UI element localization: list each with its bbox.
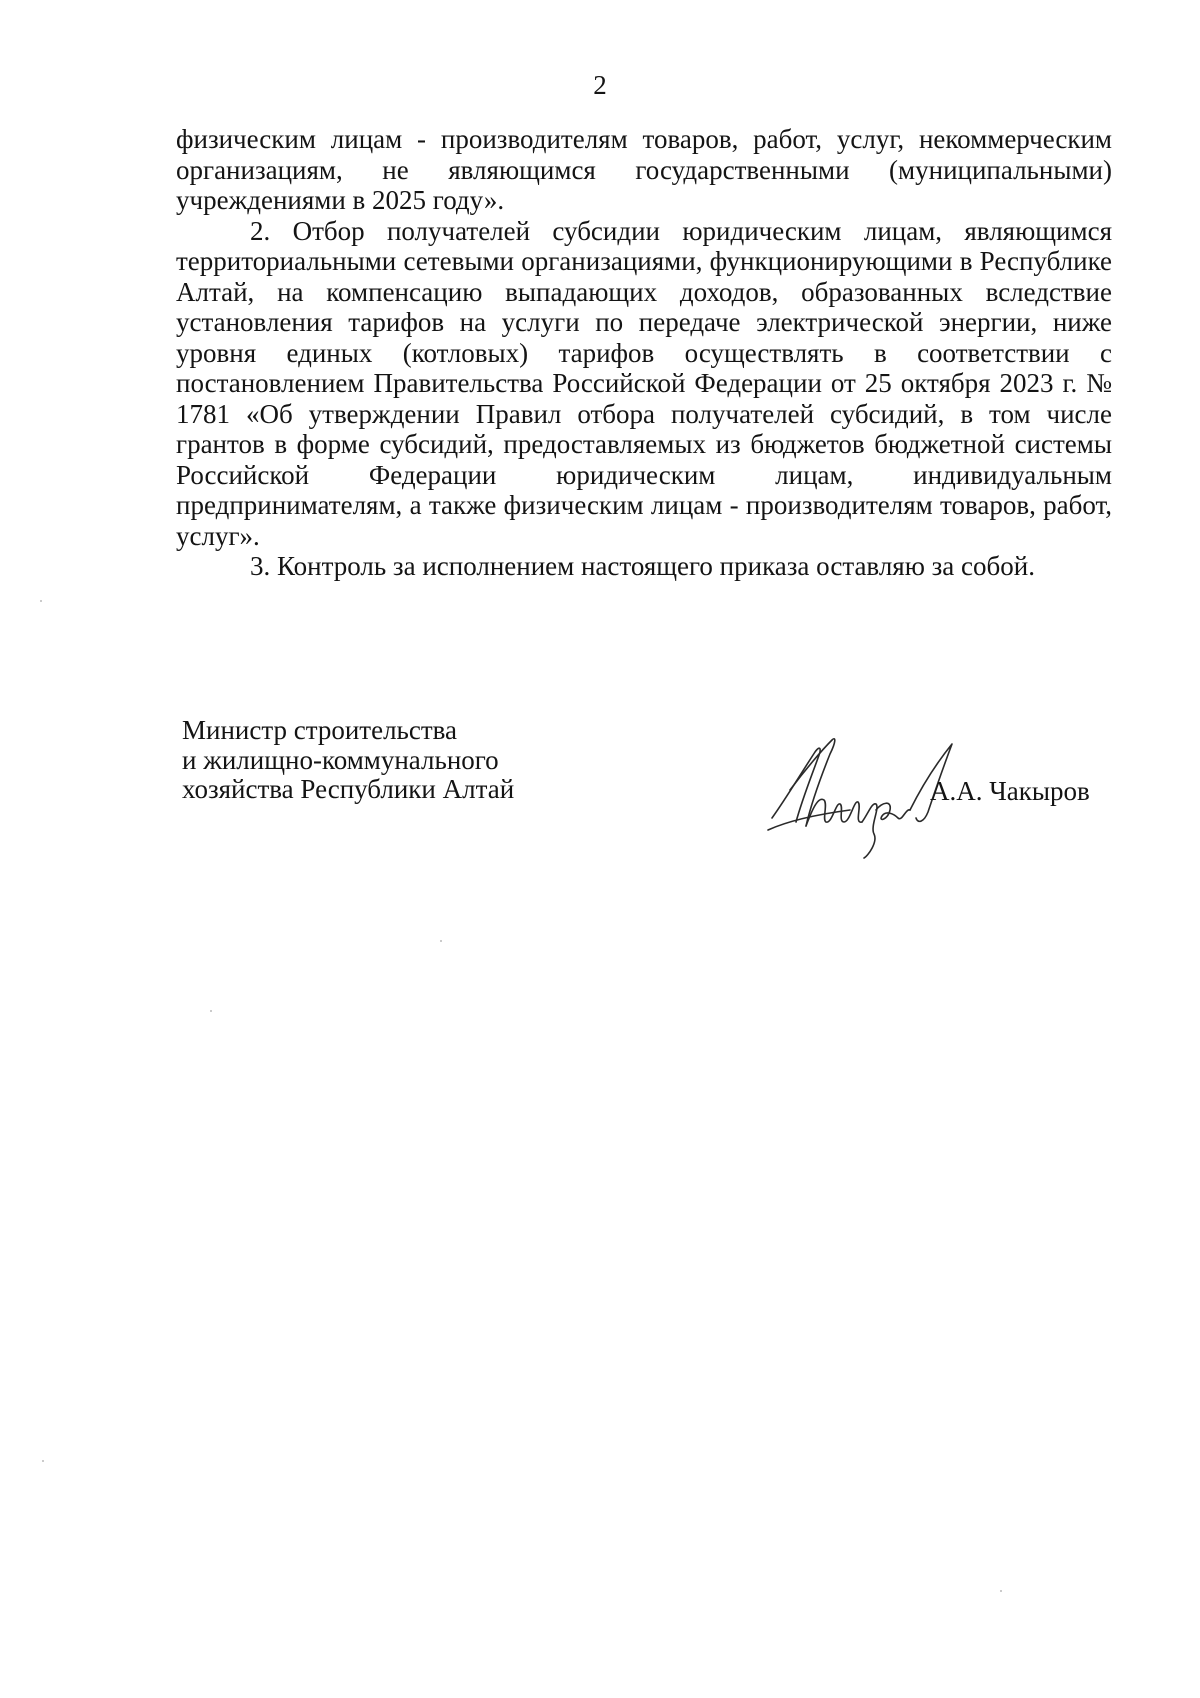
signatory-position-line-2: и жилищно-коммунального [182,744,499,775]
scan-speck [210,1010,212,1012]
signatory-position-line-3: хозяйства Республики Алтай [182,774,515,804]
page-number: 2 [593,70,607,100]
scan-speck [40,600,42,602]
document-body [176,124,1112,582]
paragraph-1: физическим лицам - производителям товаров, работ, услуг, некоммерческим организациям, не являющимся государственными (муниципальными) учреждениями в 2025 году». [176,124,1112,215]
signatory-name: А.А. Чакыров [930,776,1090,806]
paragraph-2: 2. Отбор получателей субсидии юридическим лицам, являющимся территориальными сетевыми организациями, функционирующими в Республике Алтай, на компенсацию выпадающих доходов, образованных вследствие установления тарифов на услуги по передаче электрической энергии, ниже уровня единых (котловых) тарифов осуществлять в соответствии с постановлением Правительства Российской Федерации от 25 октября 2023 г. № 1781 «Об утверждении Правил отбора получателей субсидий, в том числе грантов в форме субсидий, предоставляемых из бюджетов бюджетной системы Российской Федерации юридическим лицам, индивидуальным предпринимателям, а также физическим лицам - производителям товаров, работ, услуг». [176,215,1112,551]
signatory-position [182,716,514,805]
scan-speck [42,1460,44,1462]
scan-speck [440,940,442,942]
scan-speck [1000,1590,1002,1592]
signatory-position-line-1: Министр строительства [182,715,458,745]
paragraph-3: 3. Контроль за исполнением настоящего приказа оставляю за собой. [250,551,1035,581]
